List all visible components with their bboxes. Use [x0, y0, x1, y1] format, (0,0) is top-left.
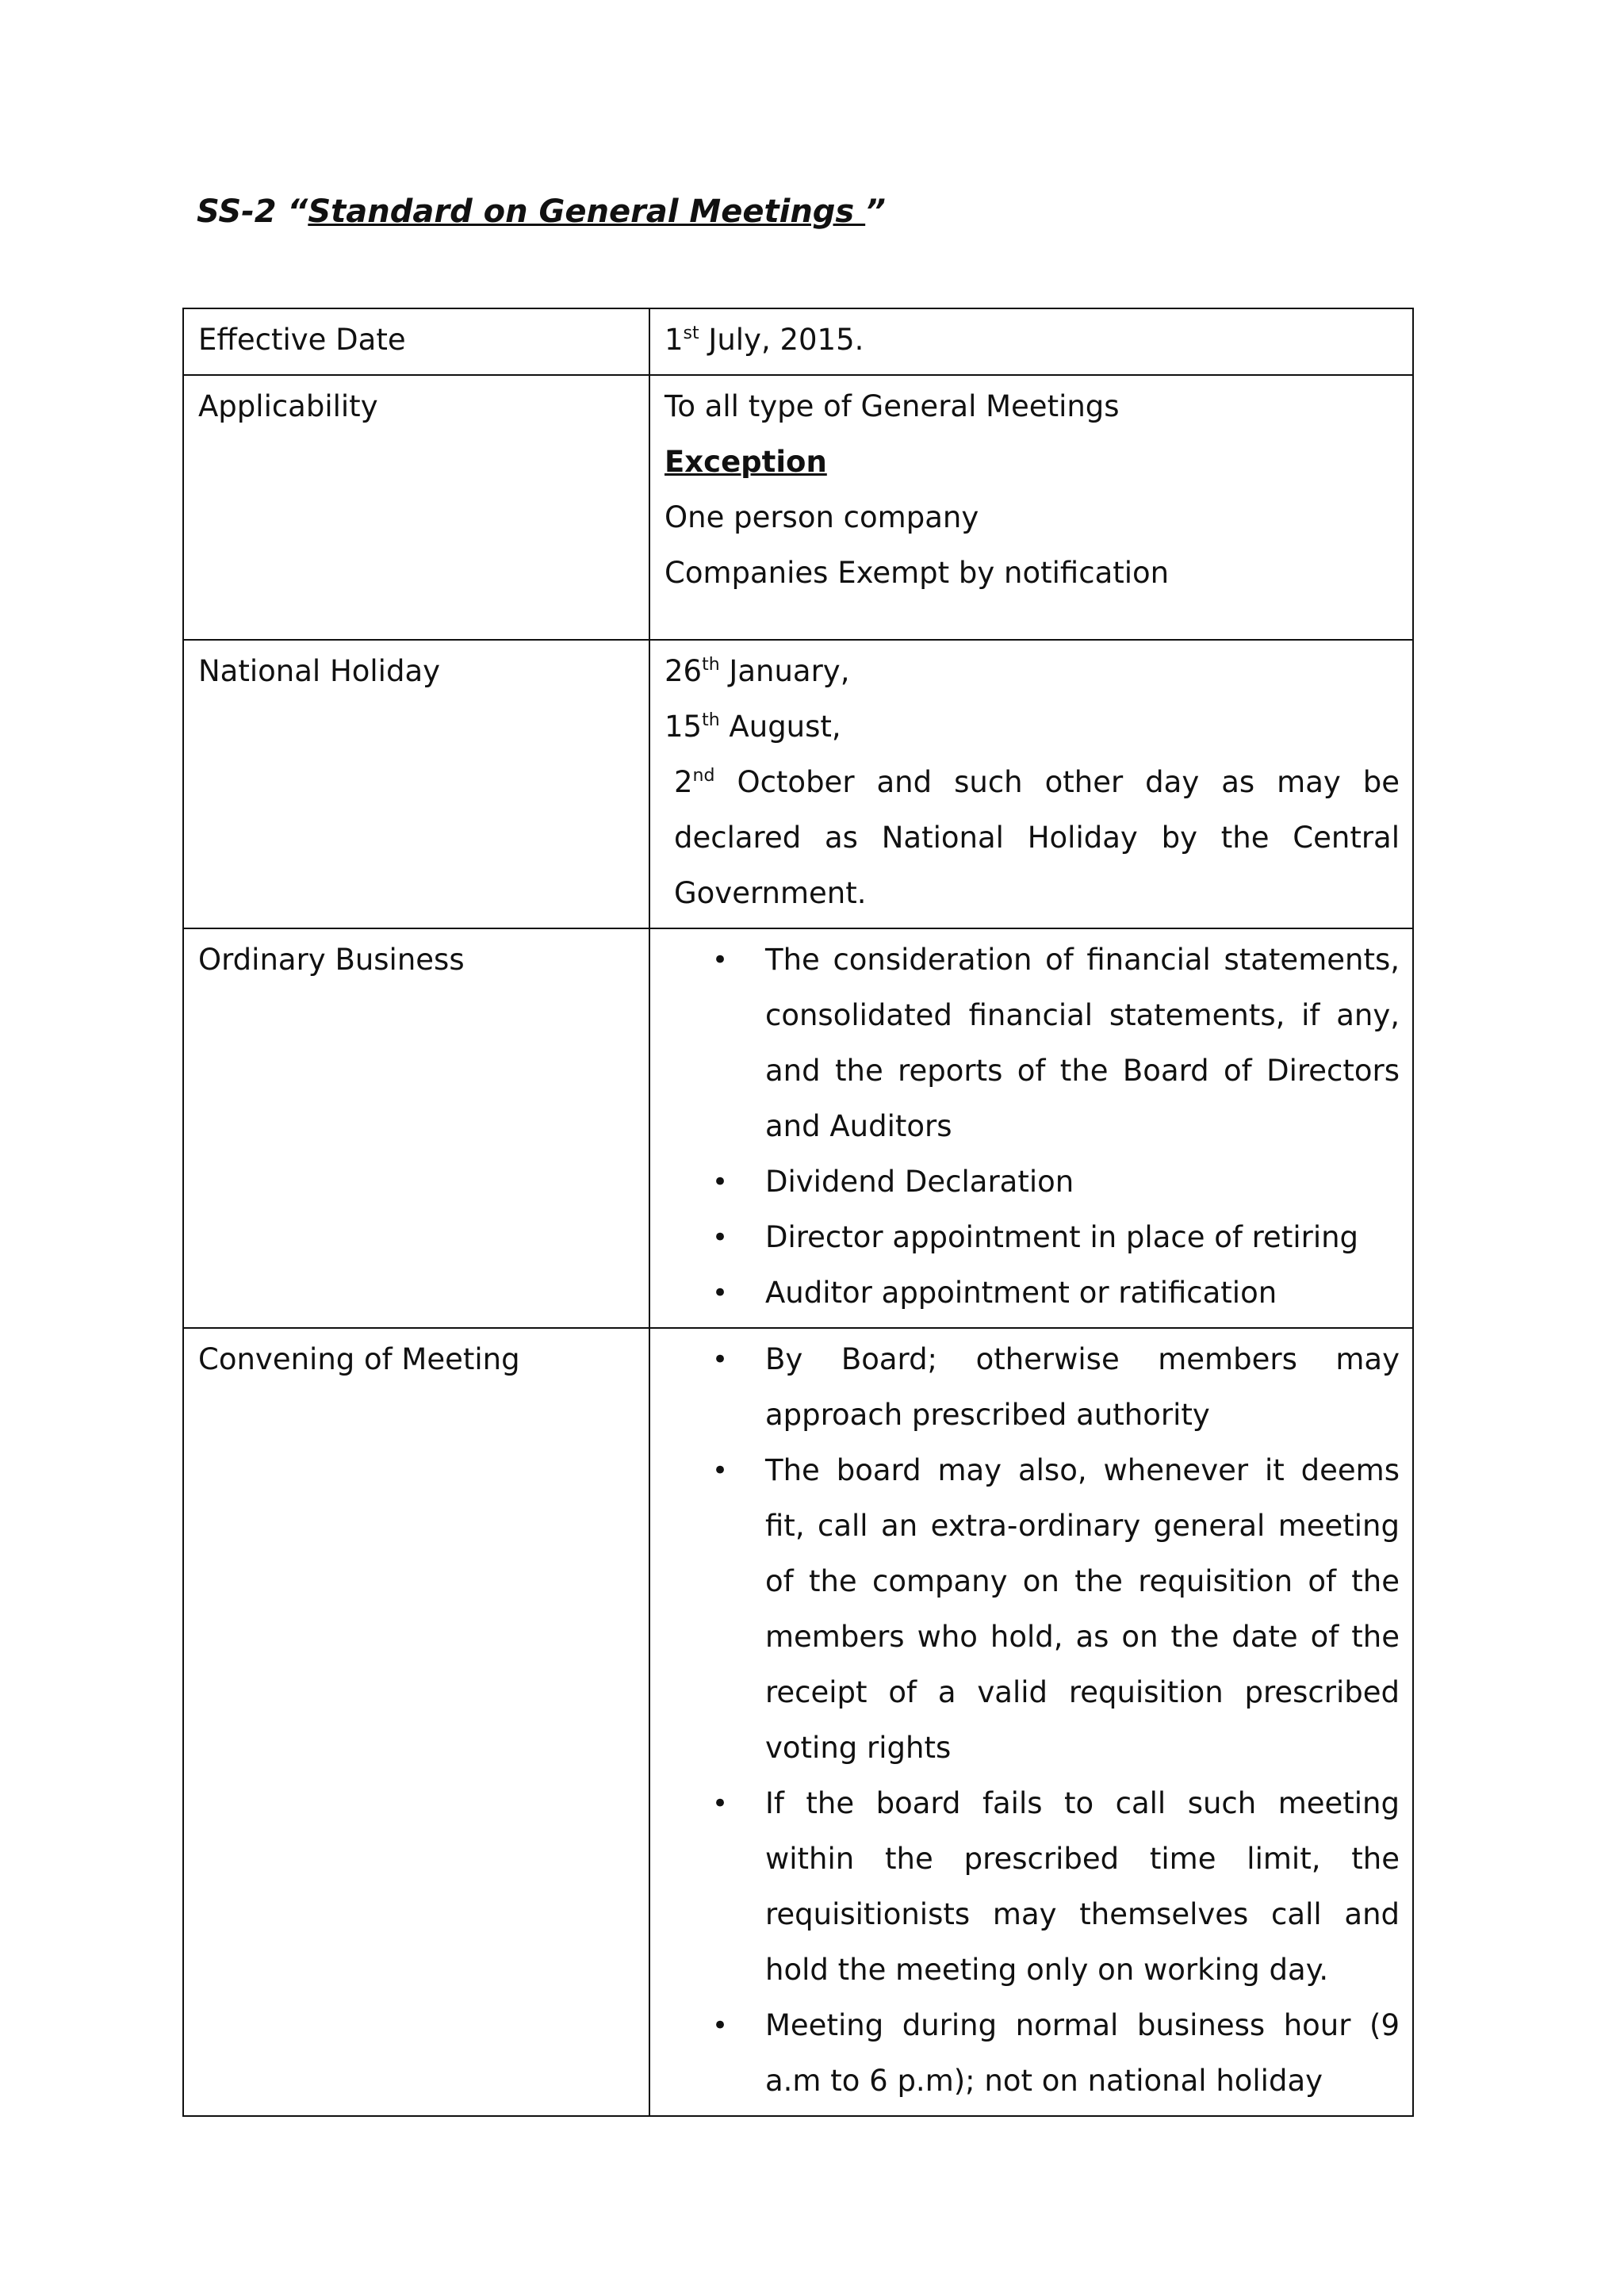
effective-date-rest: July, 2015.	[699, 323, 864, 357]
national-holiday-value	[649, 640, 1413, 928]
convening-value	[649, 1328, 1413, 2116]
list-item: • If the board fails to call such meeting within the prescribed time limit, the requisitionists may themselves call and hold the meeting only on working day.	[665, 1776, 1400, 1998]
ordinary-business-value	[649, 928, 1413, 1328]
holiday-date: 15th August,	[665, 710, 841, 744]
holiday-date: 26th January,	[665, 654, 850, 688]
table-row	[183, 640, 1413, 928]
row-label-national-holiday: National Holiday	[183, 640, 649, 928]
list-item: • Director appointment in place of retiring	[665, 1210, 1400, 1265]
table-row	[183, 375, 1413, 640]
exception-heading: Exception	[665, 445, 827, 479]
row-label-applicability: Applicability	[183, 375, 649, 640]
list-item: • Auditor appointment or ratification	[665, 1265, 1400, 1321]
list-item: • By Board; otherwise members may approach prescribed authority	[665, 1332, 1400, 1443]
list-item: • The consideration of financial statements, consolidated financial statements, if any, and the reports of the Board of Directors and Auditors	[665, 932, 1400, 1154]
title-suffix: ”	[865, 193, 886, 230]
table-row	[183, 928, 1413, 1328]
effective-date-day: 1	[665, 323, 684, 357]
ordinary-business-list	[665, 932, 1400, 1321]
row-label-convening-of-meeting: Convening of Meeting	[183, 1328, 649, 2116]
effective-date-value	[649, 308, 1413, 375]
row-label-ordinary-business: Ordinary Business	[183, 928, 649, 1328]
holiday-date-paragraph: 2nd October and such other day as may be declared as National Holiday by the Central Government.	[674, 765, 1400, 910]
table-row	[183, 308, 1413, 375]
list-item: • The board may also, whenever it deems fit, call an extra-ordinary general meeting of the company on the requisition of the members who hold, as on the date of the receipt of a valid requisition prescribed voting rights	[665, 1443, 1400, 1776]
row-label-effective-date: Effective Date	[183, 308, 649, 375]
convening-list	[665, 1332, 1400, 2109]
list-item: • Dividend Declaration	[665, 1154, 1400, 1210]
standards-table	[182, 308, 1414, 2117]
ordinal-suffix: st	[683, 323, 699, 343]
document-title	[197, 193, 886, 230]
applicability-line: To all type of General Meetings	[665, 389, 1120, 423]
list-item: • Meeting during normal business hour (9 a.m to 6 p.m); not on national holiday	[665, 1998, 1400, 2109]
title-underlined: Standard on General Meetings	[308, 193, 866, 230]
exception-item: One person company	[665, 500, 979, 534]
exception-item: Companies Exempt by notification	[665, 556, 1170, 590]
title-prefix: SS-2 “	[197, 193, 308, 230]
table-row	[183, 1328, 1413, 2116]
applicability-value	[649, 375, 1413, 640]
